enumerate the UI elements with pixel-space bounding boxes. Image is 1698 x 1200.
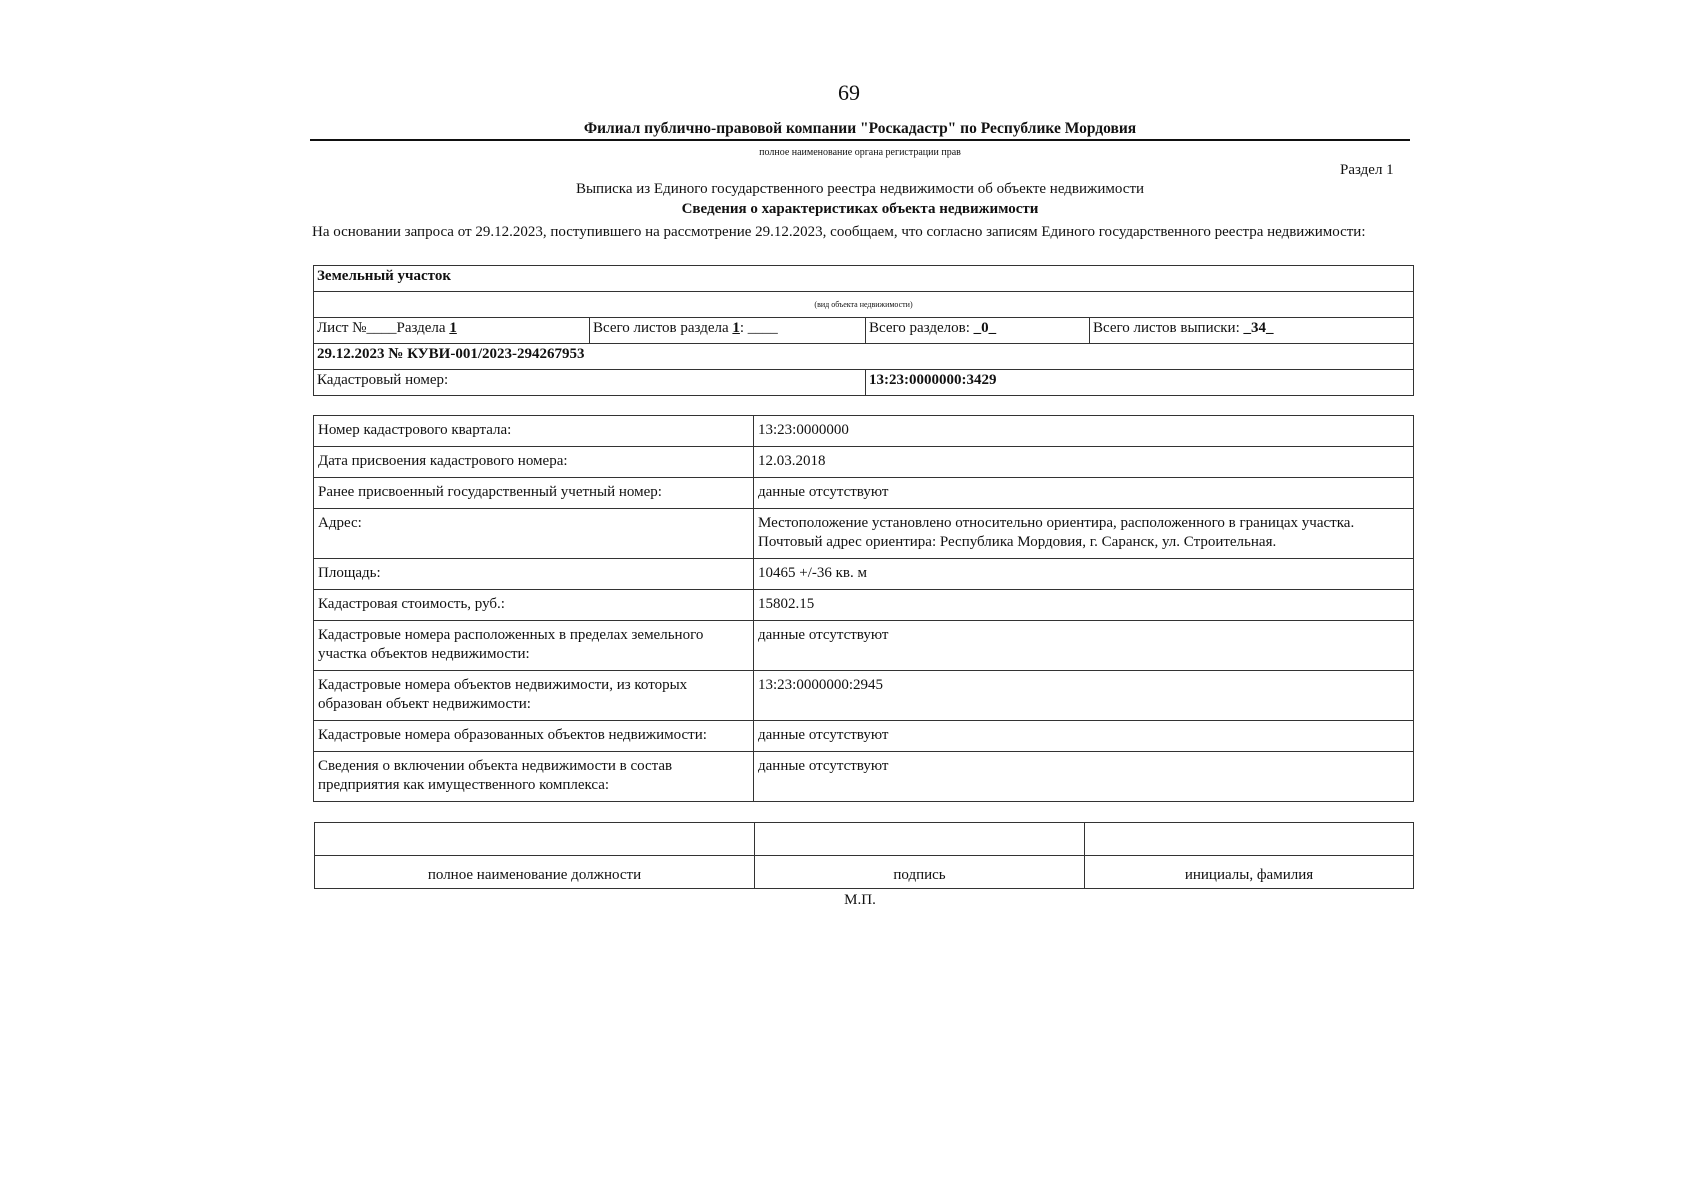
page-number: 69 bbox=[838, 80, 860, 105]
table-row bbox=[314, 590, 1414, 621]
name-caption: инициалы, фамилия bbox=[1085, 856, 1414, 889]
section-label: Раздел 1 bbox=[1340, 162, 1394, 178]
signature-caption: подпись bbox=[755, 856, 1085, 889]
table-row bbox=[314, 416, 1414, 447]
organization-name: Филиал публично-правовой компании "Роскадастр" по Республике Мордовия bbox=[583, 120, 1137, 137]
table-row bbox=[314, 478, 1414, 509]
table-row bbox=[314, 621, 1414, 671]
table-row bbox=[314, 509, 1414, 559]
row-label: Кадастровые номера образованных объектов недвижимости: bbox=[314, 721, 754, 752]
cadastral-number-label: Кадастровый номер: bbox=[314, 370, 866, 396]
name-field bbox=[1085, 823, 1414, 856]
sheet-number-prefix: Лист №____Раздела bbox=[317, 320, 450, 336]
row-label: Адрес: bbox=[314, 509, 754, 559]
total-sheets-section-prefix: Всего листов раздела bbox=[593, 320, 733, 336]
row-label: Ранее присвоенный государственный учетный номер: bbox=[314, 478, 754, 509]
total-sheets-extract-value: _34_ bbox=[1243, 320, 1274, 336]
object-type-caption: (вид объекта недвижимости) bbox=[314, 292, 1414, 318]
total-sections-label: Всего разделов: bbox=[869, 320, 974, 336]
sheet-number-cell bbox=[314, 318, 590, 344]
organization-caption: полное наименование органа регистрации прав bbox=[759, 147, 961, 158]
total-sheets-section-suffix: : ____ bbox=[739, 320, 778, 336]
total-sheets-extract-cell bbox=[1090, 318, 1414, 344]
table-row bbox=[314, 721, 1414, 752]
row-value: данные отсутствуют bbox=[754, 478, 1414, 509]
total-sections-cell bbox=[866, 318, 1090, 344]
object-type: Земельный участок bbox=[314, 266, 1414, 292]
position-caption: полное наименование должности bbox=[315, 856, 755, 889]
table-row bbox=[314, 671, 1414, 721]
row-value: 10465 +/-36 кв. м bbox=[754, 559, 1414, 590]
section-number: 1 bbox=[449, 320, 457, 336]
row-value: 15802.15 bbox=[754, 590, 1414, 621]
row-value: 13:23:0000000 bbox=[754, 416, 1414, 447]
document-subtitle: Сведения о характеристиках объекта недвижимости bbox=[681, 201, 1039, 217]
row-label: Кадастровые номера расположенных в пределах земельного участка объектов недвижимости: bbox=[314, 621, 754, 671]
row-label: Площадь: bbox=[314, 559, 754, 590]
row-label: Номер кадастрового квартала: bbox=[314, 416, 754, 447]
characteristics-table bbox=[313, 415, 1414, 802]
cadastral-number-value: 13:23:0000000:3429 bbox=[866, 370, 1414, 396]
row-value: 13:23:0000000:2945 bbox=[754, 671, 1414, 721]
organization-divider bbox=[310, 139, 1410, 141]
signature-field bbox=[755, 823, 1085, 856]
stamp-placeholder: М.П. bbox=[844, 892, 876, 908]
position-field bbox=[315, 823, 755, 856]
signature-table bbox=[314, 822, 1414, 889]
total-sections-value: _0_ bbox=[973, 320, 997, 336]
document-title: Выписка из Единого государственного реестра недвижимости об объекте недвижимости bbox=[575, 181, 1145, 197]
total-sheets-extract-label: Всего листов выписки: bbox=[1093, 320, 1244, 336]
row-value: Местоположение установлено относительно ориентира, расположенного в границах участка. Почтовый адрес ориентира: Республика Мордовия, г. Саранск, ул. Строительная. bbox=[754, 509, 1414, 559]
table-row bbox=[314, 752, 1414, 802]
row-label: Сведения о включении объекта недвижимости в состав предприятия как имущественного комплекса: bbox=[314, 752, 754, 802]
row-label: Дата присвоения кадастрового номера: bbox=[314, 447, 754, 478]
row-value: 12.03.2018 bbox=[754, 447, 1414, 478]
table-row bbox=[314, 447, 1414, 478]
row-value: данные отсутствуют bbox=[754, 721, 1414, 752]
extract-number: 29.12.2023 № КУВИ-001/2023-294267953 bbox=[314, 344, 1414, 370]
row-label: Кадастровая стоимость, руб.: bbox=[314, 590, 754, 621]
row-value: данные отсутствуют bbox=[754, 621, 1414, 671]
row-value: данные отсутствуют bbox=[754, 752, 1414, 802]
total-sheets-section-value: 1 bbox=[732, 320, 740, 336]
table-row bbox=[314, 559, 1414, 590]
row-label: Кадастровые номера объектов недвижимости, из которых образован объект недвижимости: bbox=[314, 671, 754, 721]
total-sheets-section-cell bbox=[590, 318, 866, 344]
extract-header-table bbox=[313, 265, 1414, 396]
intro-text: На основании запроса от 29.12.2023, поступившего на рассмотрение 29.12.2023, сообщаем, что согласно записям Единого государственного реестра недвижимости: bbox=[312, 224, 1366, 240]
